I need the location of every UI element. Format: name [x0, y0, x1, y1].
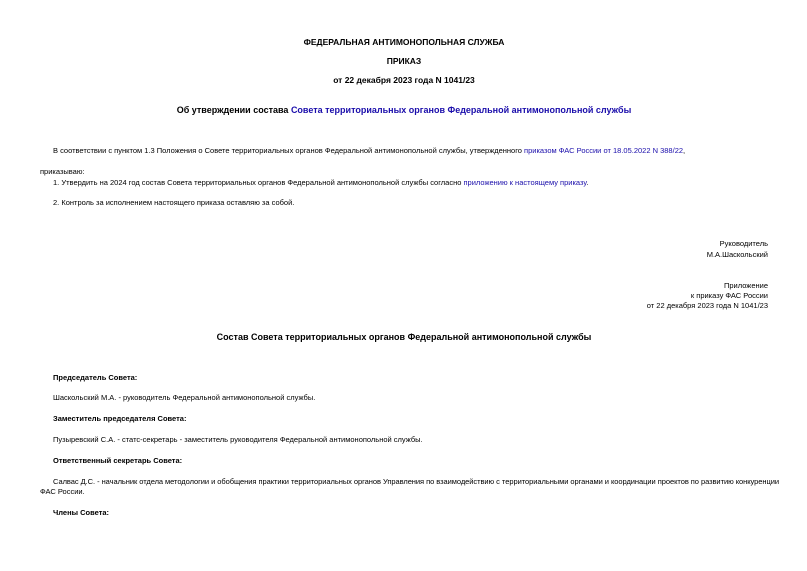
preamble-order-link[interactable]: приказом ФАС России от 18.05.2022 N 388/22: [524, 146, 684, 155]
appendix-line-3: от 22 декабря 2023 года N 1041/23: [646, 301, 768, 310]
chair-heading: Председатель Совета:: [53, 373, 138, 382]
signature-name: М.А.Шаскольский: [706, 250, 768, 259]
document-page: [40, 0, 780, 571]
document-title: [40, 105, 768, 116]
deputy-entry: Пузыревский С.А. - статс-секретарь - заместитель руководителя Федеральной антимонопольной службы.: [53, 435, 423, 444]
appendix-link[interactable]: приложению к настоящему приказу: [463, 178, 587, 187]
members-heading: Члены Совета:: [53, 508, 110, 517]
order-word: приказываю:: [40, 167, 85, 176]
item-1-text: 1. Утвердить на 2024 год состав Совета территориальных органов Федеральной антимонопольной службы согласно: [53, 178, 464, 187]
preamble-text: В соответствии с пунктом 1.3 Положения о Совете территориальных органов Федеральной антимонопольной службы, утвержденного: [53, 146, 525, 155]
agency-name: ФЕДЕРАЛЬНАЯ АНТИМОНОПОЛЬНАЯ СЛУЖБА: [303, 37, 505, 47]
secretary-heading: Ответственный секретарь Совета:: [53, 456, 183, 465]
title-prefix: Об утверждении состава: [176, 105, 291, 115]
preamble-suffix: ,: [683, 146, 686, 155]
order-date-number: от 22 декабря 2023 года N 1041/23: [333, 75, 475, 85]
item-1-suffix: .: [586, 178, 589, 187]
signature-role: Руководитель: [719, 239, 768, 248]
appendix-line-1: Приложение: [724, 281, 768, 290]
chair-entry: Шаскольский М.А. - руководитель Федеральной антимонопольной службы.: [53, 393, 316, 402]
item-2: 2. Контроль за исполнением настоящего приказа оставляю за собой.: [53, 198, 295, 207]
secretary-entry-line-1: Салвас Д.С. - начальник отдела методологии и обобщения практики территориальных органов Управления по взаимодействию с территориальными органами и координации проектов по развитию конкуренции: [53, 477, 780, 486]
composition-title: Состав Совета территориальных органов Федеральной антимонопольной службы: [216, 332, 592, 342]
title-link[interactable]: Совета территориальных органов Федеральной антимонопольной службы: [290, 105, 632, 115]
appendix-line-2: к приказу ФАС России: [690, 291, 768, 300]
item-1: [53, 178, 588, 187]
secretary-entry-line-2: ФАС России.: [40, 487, 85, 496]
order-label: ПРИКАЗ: [386, 56, 422, 66]
deputy-heading: Заместитель председателя Совета:: [53, 414, 187, 423]
preamble-paragraph: [53, 146, 685, 155]
